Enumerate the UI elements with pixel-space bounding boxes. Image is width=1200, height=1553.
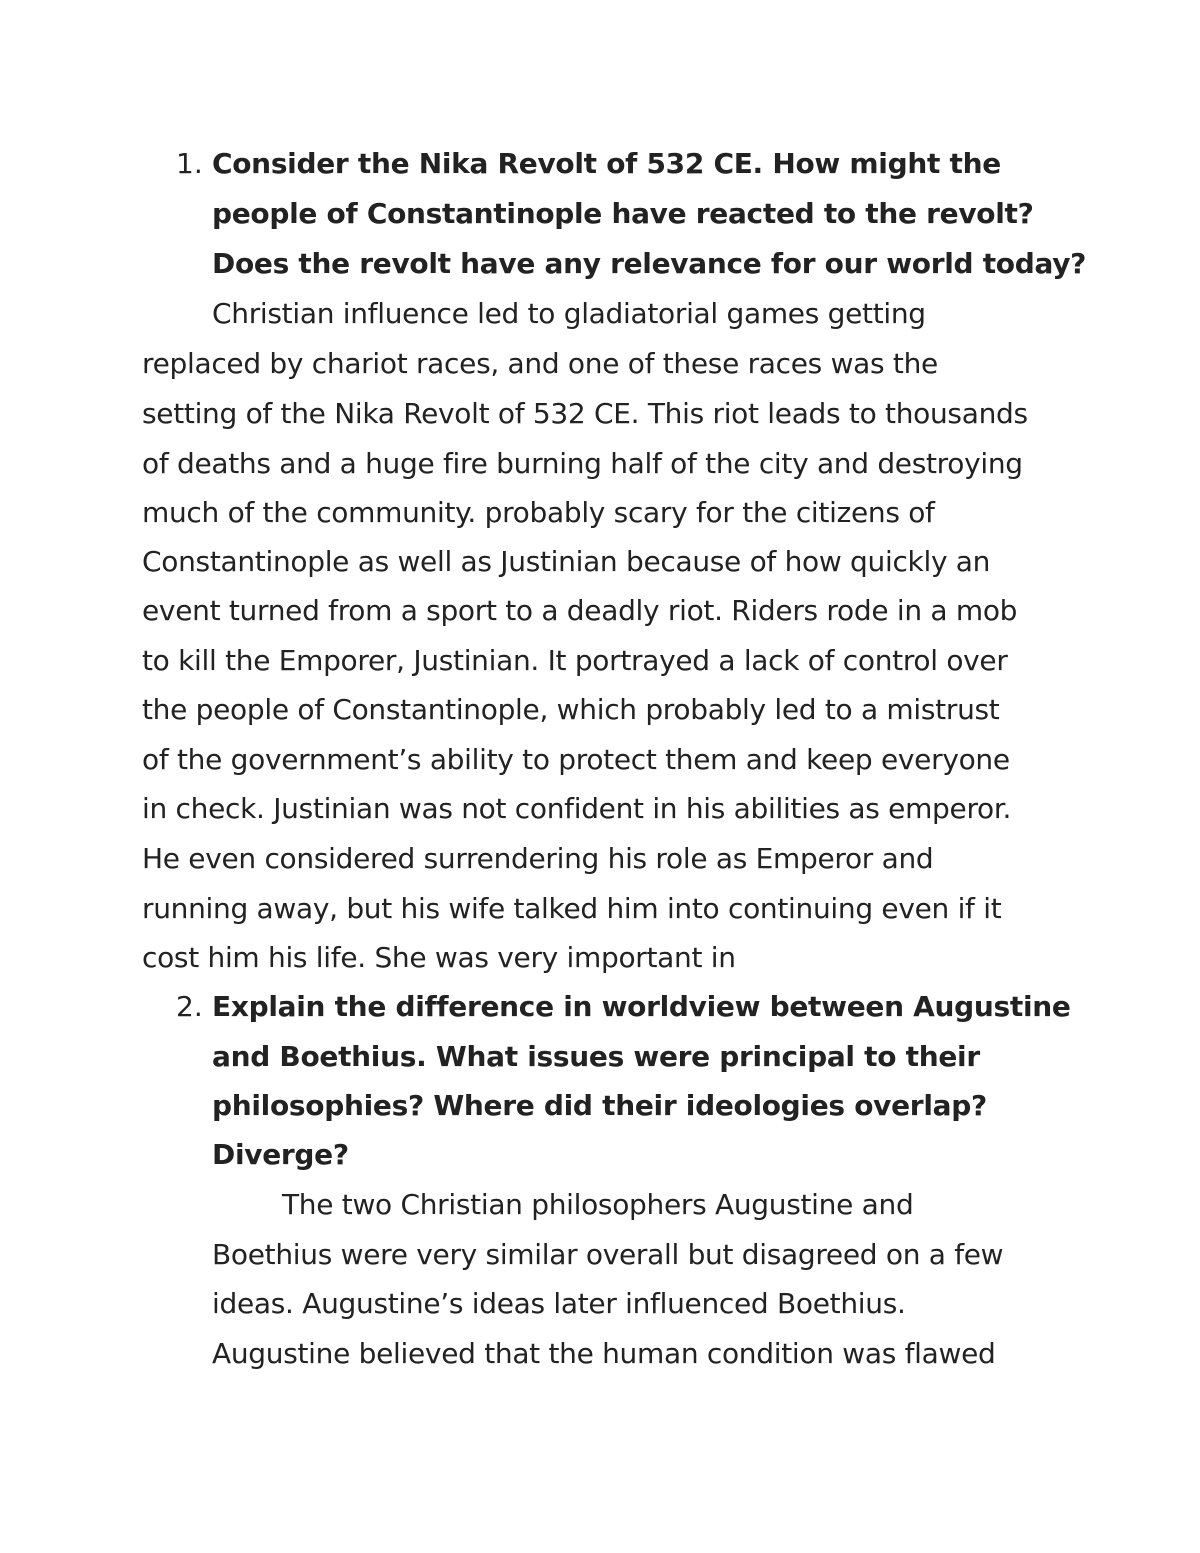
question-2-prompt-line-1: Explain the difference in worldview between Augustine bbox=[212, 990, 1071, 1023]
answer-1-line-11: in check. Justinian was not confident in his abilities as emperor. bbox=[142, 792, 1012, 825]
answer-1-line-13: running away, but his wife talked him into continuing even if it bbox=[142, 892, 1002, 925]
question-1-number: 1. bbox=[176, 147, 203, 180]
question-2-prompt-line-2: and Boethius. What issues were principal to their bbox=[212, 1040, 980, 1073]
answer-1-line-4: of deaths and a huge fire burning half of the city and destroying bbox=[142, 447, 1023, 480]
answer-1-line-6: Constantinople as well as Justinian because of how quickly an bbox=[142, 545, 991, 578]
answer-1-line-2: replaced by chariot races, and one of these races was the bbox=[142, 347, 938, 380]
question-2-prompt-line-4: Diverge? bbox=[212, 1138, 349, 1171]
question-1-prompt-line-3: Does the revolt have any relevance for our world today? bbox=[212, 247, 1087, 280]
answer-1-line-1: Christian influence led to gladiatorial games getting bbox=[212, 297, 926, 330]
answer-2-line-1: The two Christian philosophers Augustine and bbox=[282, 1188, 914, 1221]
answer-1-line-3: setting of the Nika Revolt of 532 CE. This riot leads to thousands bbox=[142, 397, 1028, 430]
question-1-prompt-line-1: Consider the Nika Revolt of 532 CE. How might the bbox=[212, 147, 1001, 180]
question-2-number: 2. bbox=[176, 990, 203, 1023]
answer-2-line-2: Boethius were very similar overall but disagreed on a few bbox=[212, 1238, 1004, 1271]
answer-1-line-5: much of the community. probably scary for the citizens of bbox=[142, 496, 935, 529]
answer-1-line-7: event turned from a sport to a deadly riot. Riders rode in a mob bbox=[142, 594, 1018, 627]
answer-1-line-12: He even considered surrendering his role as Emperor and bbox=[142, 842, 934, 875]
answer-2-line-4: Augustine believed that the human condition was flawed bbox=[212, 1337, 996, 1370]
answer-1-line-8: to kill the Emporer, Justinian. It portrayed a lack of control over bbox=[142, 644, 1008, 677]
answer-2-line-3: ideas. Augustine’s ideas later influenced Boethius. bbox=[212, 1287, 906, 1320]
question-2-prompt-line-3: philosophies? Where did their ideologies overlap? bbox=[212, 1089, 987, 1122]
answer-1-line-9: the people of Constantinople, which probably led to a mistrust bbox=[142, 693, 1000, 726]
answer-1-line-14: cost him his life. She was very important in bbox=[142, 941, 736, 974]
answer-1-line-10: of the government’s ability to protect them and keep everyone bbox=[142, 743, 1010, 776]
question-1-prompt-line-2: people of Constantinople have reacted to the revolt? bbox=[212, 197, 1034, 230]
